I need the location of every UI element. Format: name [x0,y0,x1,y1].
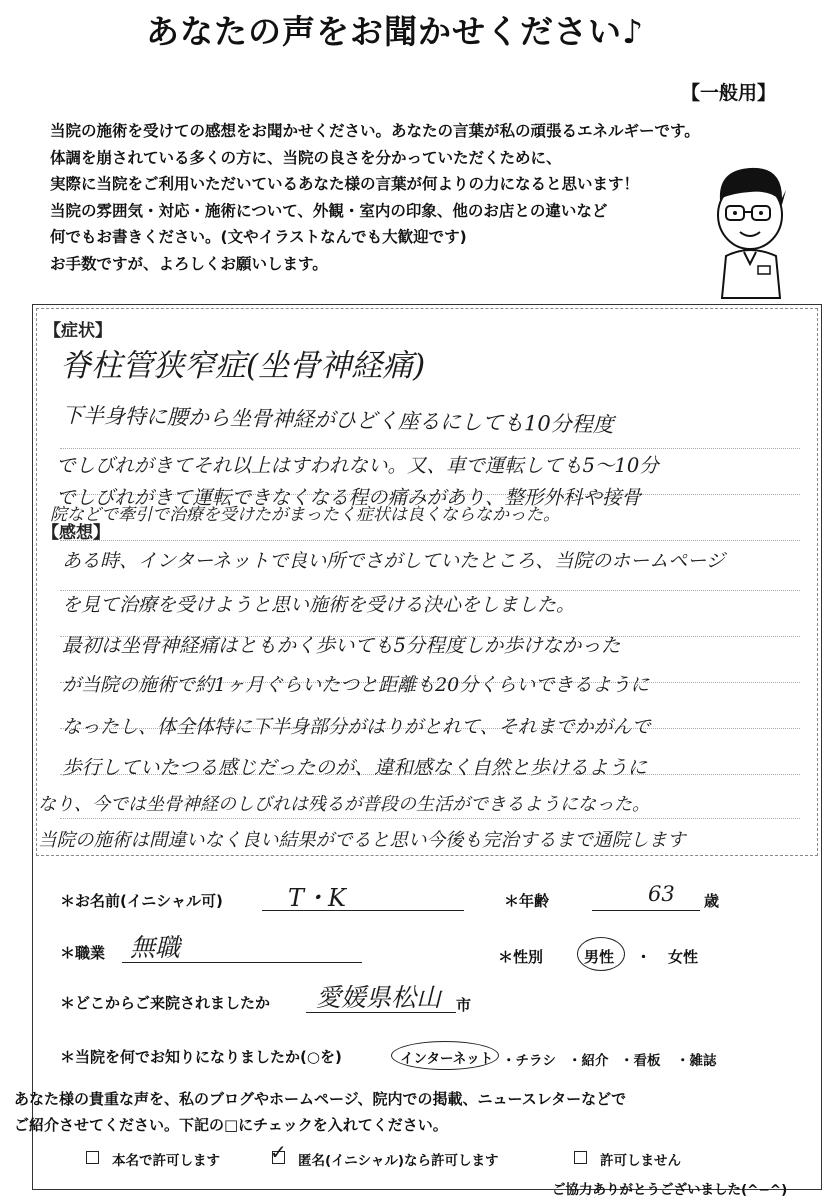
impression-line: 歩行していたつる感じだったのが、違和感なく自然と歩けるように [62,756,648,779]
from-value: 愛媛県松山 [316,983,442,1012]
thanks-text: ご協力ありがとうございました(^−^) [552,1182,788,1198]
intro-line: お手数ですが、よろしくお願いします。 [50,254,328,273]
consent-checkbox-realname[interactable] [86,1151,99,1164]
consent-option-decline: 許可しません [600,1153,681,1169]
name-field-line [262,910,464,911]
symptom-line: でしびれがきてそれ以上はすわれない。又、車で運転しても5〜10分 [56,454,659,477]
age-value: 63 [648,882,675,906]
name-value: T・K [288,884,346,912]
symptom-line: でしびれがきて運転できなくなる程の痛みがあり、整形外科や接骨 [56,486,642,509]
impression-line-overlap: 院などで牽引で治療を受けたがまったく症状は良くならなかった。 [50,505,560,525]
symptom-line: 下半身特に腰から坐骨神経がひどく座るにしても10分程度 [61,403,614,437]
from-unit: 市 [456,996,472,1014]
consent-checkbox-decline[interactable] [574,1151,587,1164]
age-unit: 歳 [704,892,720,910]
age-field-line [592,910,700,911]
from-label: ＊どこからご来院されましたか [60,994,271,1012]
name-label: ＊お名前(イニシャル可) [60,892,223,910]
impression-line: 当院の施術は間違いなく良い結果がでると思い今後も完治するまで通院します [38,830,686,851]
mascot-body [722,250,780,298]
impression-line: を見て治療を受けようと思い施術を受ける決心をしました。 [62,594,576,616]
impressions-label: 【感想】 [42,523,110,543]
intro-text [50,118,710,277]
impression-line: なり、今では坐骨神経のしびれは残るが普段の生活ができるようになった。 [38,794,650,815]
age-label: ＊年齢 [504,892,550,910]
intro-line: 体調を崩されている多くの方に、当院の良さを分かっていただくために、 [50,148,562,167]
mascot-illustration [700,160,800,300]
intro-line: 実際に当院をご利用いただいているあなた様の言葉が何よりの力になると思います！ [50,175,640,193]
how-option-referral[interactable]: ・紹介 [568,1053,609,1069]
impression-line: が当院の施術で約1ヶ月ぐらいたつと距離も20分くらいできるように [62,674,650,696]
impression-line: ある時、インターネットで良い所でさがしていたところ、当院のホームページ [62,550,725,572]
page-title: あなたの声をお聞かせください♪ [145,12,645,51]
gender-option-male[interactable]: 男性 [584,948,615,966]
how-option-flyer[interactable]: ・チラシ [502,1053,556,1069]
impression-line: なったし、体全体特に下半身部分がはりがとれて、それまでかがんで [62,716,651,738]
consent-text-line: あなた様の貴重な声を、私のブログやホームページ、院内での掲載、ニュースレターなどで [14,1090,627,1108]
form-type-tag: 【一般用】 [680,82,776,104]
job-value: 無職 [130,933,181,962]
gender-label: ＊性別 [498,948,544,966]
impression-line: 最初は坐骨神経痛はともかく歩いても5分程度しか歩けなかった [62,634,621,657]
diagnosis-text: 脊柱管狭窄症(坐骨神経痛) [60,348,426,384]
from-field-line [306,1012,456,1013]
job-field-line [122,962,362,963]
intro-line: 何でもお書きください。(文やイラストなんでも大歓迎です) [50,228,467,246]
gender-option-female[interactable]: 女性 [668,948,699,966]
how-option-magazine[interactable]: ・雑誌 [676,1053,717,1069]
symptoms-label: 【症状】 [44,321,112,341]
consent-option-realname: 本名で許可します [112,1153,220,1169]
consent-option-initials: 匿名(イニシャル)なら許可します [298,1153,499,1169]
job-label: ＊職業 [60,944,106,962]
check-mark-icon: ✓ [270,1140,287,1164]
how-label: ＊当院を何でお知りになりましたか(○を) [60,1048,342,1066]
how-option-signboard[interactable]: ・看板 [620,1053,661,1069]
how-option-internet[interactable]: インターネット [400,1051,494,1067]
consent-text-line: ご紹介させてください。下記の□にチェックを入れてください。 [14,1116,448,1134]
intro-line: 当院の施術を受けての感想をお聞かせください。あなたの言葉が私の頑張るエネルギーです。 [50,122,700,140]
intro-line: 当院の雰囲気・対応・施術について、外観・室内の印象、他のお店との違いなど [50,201,608,220]
gender-separator: ・ [636,948,652,966]
